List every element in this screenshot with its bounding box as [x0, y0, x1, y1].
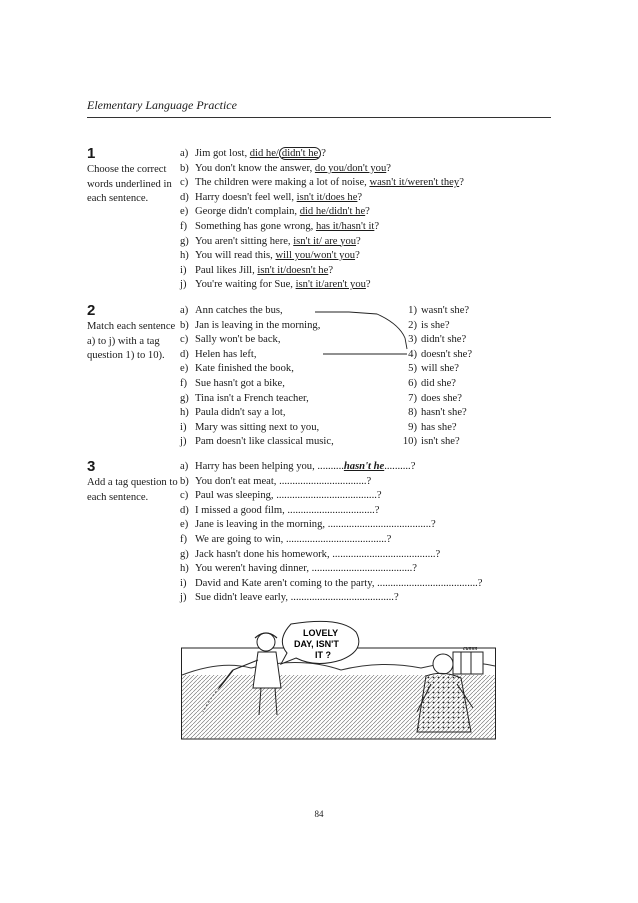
- answer-number: 4): [408, 348, 417, 360]
- item-text: Jane is leaving in the morning,: [195, 519, 328, 531]
- item-text: George didn't complain,: [195, 206, 300, 218]
- answer-text: does she?: [421, 392, 462, 404]
- item-label: j): [180, 279, 187, 291]
- list-item: [180, 264, 464, 279]
- list-item: [180, 591, 482, 606]
- item-label: a): [180, 461, 189, 472]
- list-item: [395, 362, 472, 377]
- list-item: [180, 176, 464, 191]
- item-label: i): [180, 264, 187, 276]
- list-item: [180, 147, 464, 162]
- item-label: j): [180, 436, 187, 448]
- item-text: You aren't sitting here,: [195, 235, 294, 247]
- list-item: [395, 304, 472, 319]
- tag-options: isn't it/doesn't he: [257, 264, 329, 276]
- answer-text: is she?: [421, 319, 450, 331]
- item-text: Sally won't be back,: [195, 334, 281, 346]
- answer-text: wasn't she?: [421, 305, 470, 316]
- tag-question-list: [395, 304, 472, 450]
- answer-text: isn't she?: [421, 436, 460, 448]
- item-label: c): [180, 177, 189, 189]
- answer-dots: ..........: [317, 461, 344, 472]
- answer-text: will she?: [421, 363, 459, 375]
- answer-number: 8): [408, 407, 417, 419]
- item-end: ?: [328, 264, 334, 276]
- speech-line-2: DAY, ISN'T: [294, 639, 339, 649]
- speech-bubble: [281, 621, 359, 664]
- list-item: [180, 205, 464, 220]
- item-label: j): [180, 592, 187, 604]
- exercise-items: [180, 147, 464, 293]
- list-item: [180, 562, 482, 577]
- answer-number: 2): [408, 319, 417, 331]
- item-text: Pam doesn't like classical music,: [195, 436, 334, 448]
- speech-line-1: LOVELY: [303, 628, 339, 638]
- item-text: Kate finished the book,: [195, 363, 294, 375]
- item-text: You're waiting for Sue,: [195, 279, 296, 291]
- item-end: ?: [355, 250, 360, 262]
- exercise-instruction: Choose the correct words underlined in each sentence.: [87, 164, 172, 205]
- list-item: [395, 435, 472, 450]
- item-label: f): [180, 533, 188, 545]
- answer-dots: ......................................?: [311, 563, 417, 575]
- tag-option: did he/: [249, 148, 279, 159]
- answer-dots: .................................?: [279, 475, 372, 487]
- header-rule: [87, 117, 551, 118]
- answer-dots: .......................................?: [332, 548, 441, 560]
- tag-options: isn't it/does he: [296, 191, 358, 203]
- list-item: [180, 504, 482, 519]
- list-item: [180, 489, 482, 504]
- list-item: [395, 348, 472, 363]
- list-item: [180, 191, 464, 206]
- list-item: [395, 421, 472, 436]
- tag-options: has it/hasn't it: [315, 220, 375, 232]
- exercise-instruction: Match each sentence a) to j) with a tag question 1) to 10).: [87, 321, 176, 362]
- tag-options: wasn't it/weren't they: [369, 177, 460, 189]
- list-item: [180, 162, 464, 177]
- item-text: David and Kate aren't coming to the party,: [195, 577, 378, 589]
- item-text: Jack hasn't done his homework,: [195, 548, 333, 560]
- list-item: [180, 518, 482, 533]
- answer-text: doesn't she?: [421, 348, 473, 360]
- item-text: Paul was sleeping,: [195, 490, 277, 502]
- list-item: [180, 249, 464, 264]
- item-text: Mary was sitting next to you,: [195, 421, 320, 433]
- list-item: [395, 406, 472, 421]
- item-end: ?: [356, 235, 361, 247]
- item-label: d): [180, 191, 189, 203]
- item-text: You weren't having dinner,: [195, 563, 312, 575]
- item-end: ?: [386, 162, 391, 174]
- list-item: [395, 392, 472, 407]
- item-text: You don't eat meat,: [195, 475, 280, 487]
- exercise-items: [180, 460, 482, 606]
- item-end: ?: [365, 279, 371, 291]
- item-label: g): [180, 548, 189, 560]
- item-label: b): [180, 475, 189, 487]
- item-end: ?: [374, 220, 380, 232]
- item-text: I missed a good film,: [195, 504, 288, 516]
- item-label: i): [180, 421, 187, 433]
- list-item: [395, 319, 472, 334]
- answer-number: 7): [408, 392, 417, 404]
- circled-answer: didn't he: [279, 147, 321, 160]
- item-text: Something has gone wrong,: [195, 220, 316, 232]
- answer-dots: ......................................?: [285, 533, 392, 545]
- item-end: ?: [357, 191, 363, 203]
- item-text: Ann catches the bus,: [195, 305, 283, 316]
- item-label: e): [180, 519, 189, 531]
- item-text: Paula didn't say a lot,: [195, 407, 286, 419]
- answer-number: 10): [402, 436, 417, 448]
- answer-dots: ..........?: [384, 461, 416, 472]
- item-label: d): [180, 348, 189, 360]
- item-label: g): [180, 235, 189, 247]
- item-label: h): [180, 250, 189, 262]
- page-number: 84: [314, 809, 324, 819]
- exercise-instruction: Add a tag question to each sentence.: [87, 477, 178, 503]
- item-label: a): [180, 148, 189, 159]
- exercise-number: 2: [87, 302, 96, 319]
- item-text: Jan is leaving in the morning,: [195, 319, 321, 331]
- item-label: b): [180, 319, 189, 331]
- answer-text: did she?: [421, 377, 457, 389]
- item-text: The children were making a lot of noise,: [195, 177, 370, 189]
- answer-dots: .................................?: [287, 504, 380, 516]
- artist-signature: cumm: [463, 646, 478, 652]
- match-lines: [87, 302, 557, 462]
- answer-text: hasn't she?: [421, 407, 467, 419]
- item-label: g): [180, 392, 189, 404]
- tag-options: will you/won't you: [275, 250, 356, 262]
- list-item: [180, 278, 464, 293]
- speech-line-3: IT ?: [315, 650, 331, 660]
- answer-dots: ......................................?: [377, 577, 483, 589]
- answer-number: 3): [408, 334, 417, 346]
- item-label: h): [180, 563, 189, 575]
- answer-dots: ......................................?: [276, 490, 382, 502]
- exercise-number: 1: [87, 145, 96, 162]
- item-text: Helen has left,: [195, 348, 257, 360]
- item-end: ?: [321, 148, 326, 159]
- example-answer: hasn't he: [343, 461, 385, 472]
- answer-dots: .......................................?: [327, 519, 436, 531]
- item-text: Sue hasn't got a bike,: [195, 377, 285, 389]
- item-text: You don't know the answer,: [195, 162, 315, 174]
- list-item: [180, 460, 482, 475]
- item-text: You will read this,: [195, 250, 276, 262]
- list-item: [395, 377, 472, 392]
- answer-number: 6): [408, 377, 417, 389]
- list-item: [395, 333, 472, 348]
- item-label: e): [180, 206, 189, 218]
- item-label: d): [180, 504, 189, 516]
- item-text: Harry doesn't feel well,: [195, 191, 297, 203]
- tag-options: do you/don't you: [314, 162, 387, 174]
- answer-text: didn't she?: [421, 334, 467, 346]
- item-text: Paul likes Jill,: [195, 264, 258, 276]
- list-item: [180, 577, 482, 592]
- item-label: c): [180, 490, 189, 502]
- answer-number: 5): [408, 363, 417, 375]
- item-end: ?: [459, 177, 464, 189]
- answer-text: has she?: [421, 421, 457, 433]
- item-text: We are going to win,: [195, 533, 286, 545]
- list-item: [180, 475, 482, 490]
- answer-number: 1): [408, 305, 417, 316]
- item-label: e): [180, 363, 189, 375]
- item-label: b): [180, 162, 189, 174]
- list-item: [180, 235, 464, 250]
- list-item: [180, 220, 464, 235]
- item-text: Jim got lost,: [195, 148, 250, 159]
- answer-dots: .......................................?: [290, 592, 399, 604]
- list-item: [180, 548, 482, 563]
- item-label: f): [180, 377, 188, 389]
- tag-options: isn't it/aren't you: [295, 279, 366, 291]
- item-label: c): [180, 334, 189, 346]
- running-head: Elementary Language Practice: [87, 98, 237, 112]
- item-label: a): [180, 305, 189, 316]
- item-text: Sue didn't leave early,: [195, 592, 291, 604]
- list-item: [180, 533, 482, 548]
- exercise-number: 3: [87, 458, 96, 475]
- item-text: Harry has been helping you,: [195, 461, 318, 472]
- item-end: ?: [365, 206, 370, 218]
- answer-number: 9): [408, 421, 417, 433]
- item-label: f): [180, 220, 188, 232]
- item-label: h): [180, 407, 189, 419]
- cartoon-drawing: [181, 620, 496, 740]
- cartoon-illustration: [181, 620, 496, 740]
- item-label: i): [180, 577, 187, 589]
- item-text: Tina isn't a French teacher,: [195, 392, 309, 404]
- tag-options: did he/didn't he: [299, 206, 366, 218]
- tag-options: isn't it/ are you: [293, 235, 357, 247]
